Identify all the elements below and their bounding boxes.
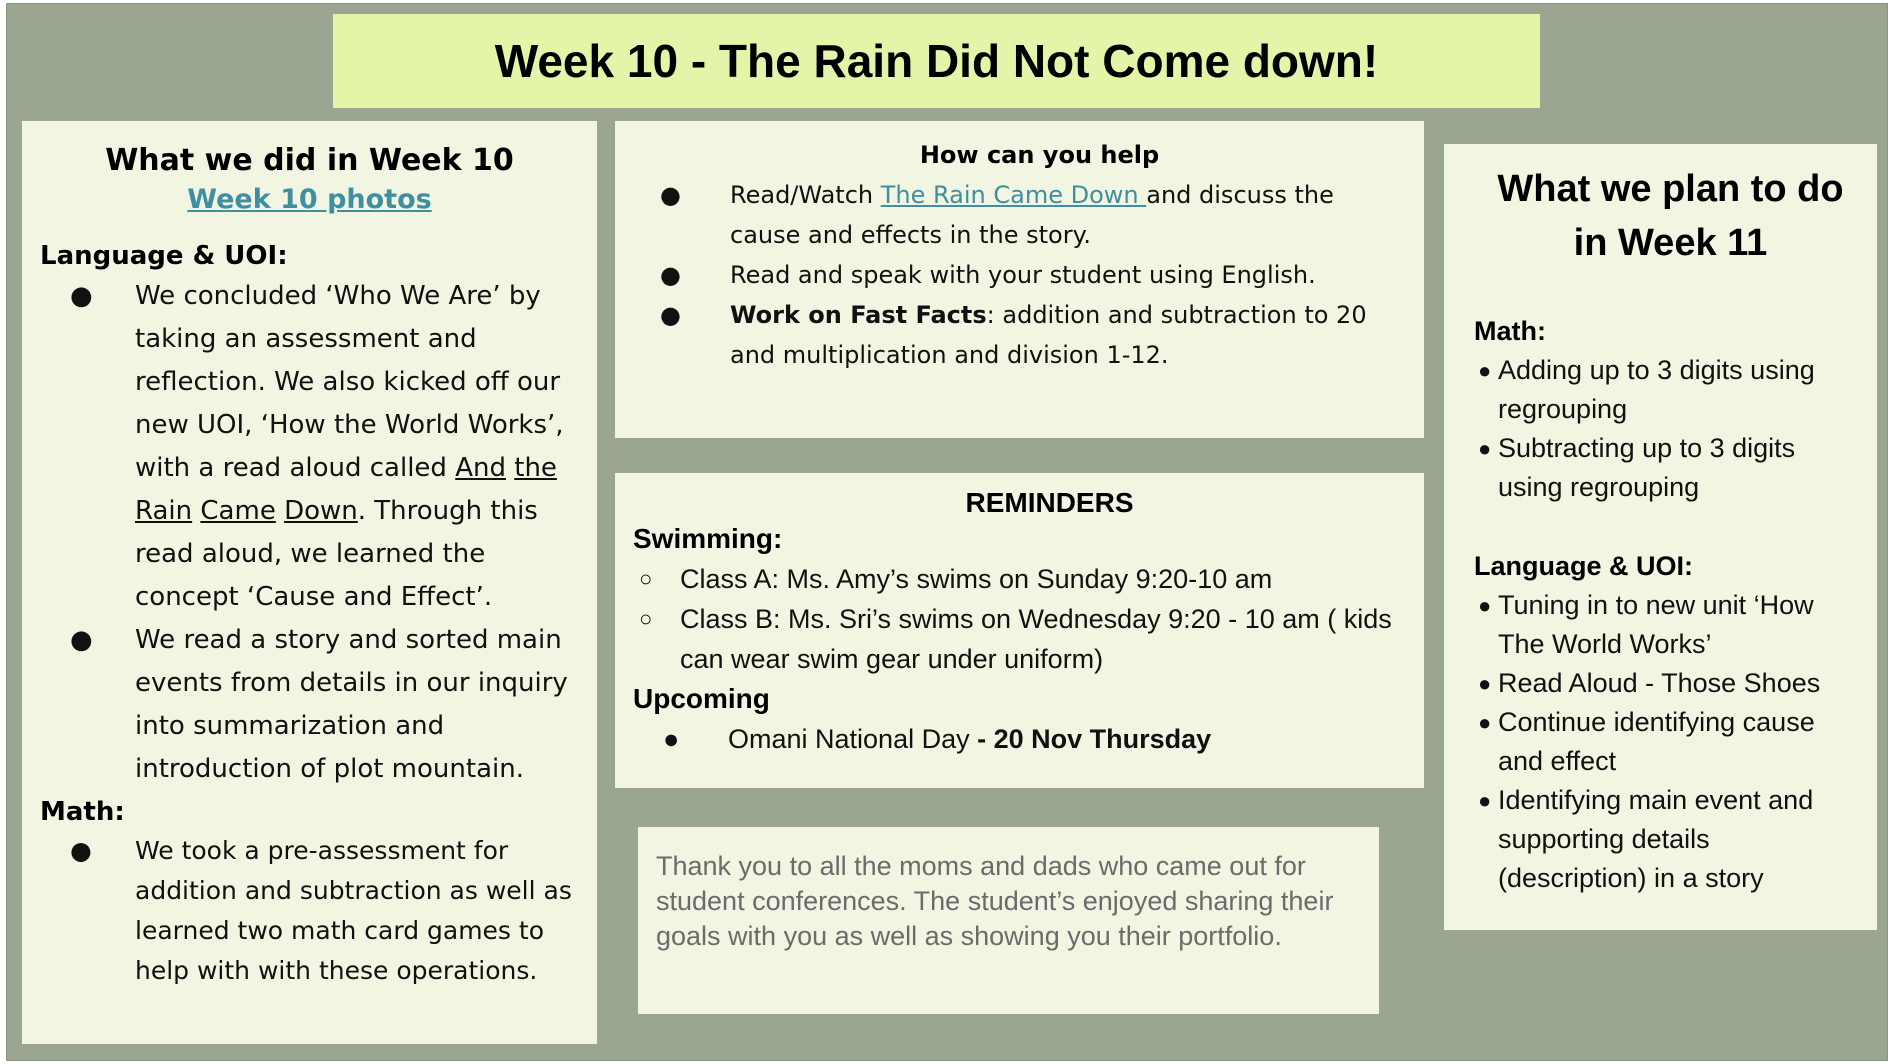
plan-language-heading: Language & UOI: [1474,551,1694,581]
swimming-list [633,559,1406,679]
list-item [1474,586,1859,664]
upcoming-list [633,719,1406,759]
list-item [633,719,1406,759]
item-text: : addition and subtraction to 20 and multiplication and division 1-12. [730,301,1367,369]
bullet-icon: ● [660,181,681,209]
thank-you-note [638,827,1379,1014]
item-text: Class A: Ms. Amy’s swims on Sunday 9:20-10 am [680,564,1273,594]
book-title-word: the [514,453,557,483]
title-banner [333,14,1540,108]
list-item [40,831,579,991]
list-item [633,599,1406,679]
plan-language-list [1474,586,1859,898]
item-text: Tuning in to new unit ‘How The World Works’ [1498,590,1814,659]
bullet-icon: ● [1478,358,1492,383]
slide-background [6,3,1888,1061]
week-11-plan-panel [1444,144,1877,930]
thank-you-text: Thank you to all the moms and dads who came out for student conferences. The student’s enjoyed sharing their goals with you as well as showing you their portfolio. [656,851,1334,951]
item-text: Identifying main event and supporting details (description) in a story [1498,785,1814,893]
list-item [1474,781,1859,898]
bullet-icon: ● [70,836,92,865]
item-text: Read Aloud - Those Shoes [1498,668,1821,698]
help-heading: How can you help [919,141,1160,169]
list-item [645,295,1394,375]
item-text: Omani National Day [728,724,978,754]
language-uoi-list [40,275,579,791]
item-text: Read and speak with your student using English. [730,261,1316,289]
item-text: Class B: Ms. Sri’s swims on Wednesday 9:20 - 10 am ( kids can wear swim gear under uniform) [680,604,1392,674]
item-text: . Through this read aloud, we learned the concept ‘Cause and Effect’. [135,496,538,612]
item-text: Adding up to 3 digits using regrouping [1498,355,1815,424]
item-text: Subtracting up to 3 digits using regrouping [1498,433,1796,502]
summary-heading: What we did in Week 10 [105,143,514,178]
math-list [40,831,579,991]
rain-came-down-link[interactable]: The Rain Came Down [880,181,1147,209]
item-text: and discuss the cause and effects in the story. [730,181,1334,249]
bullet-icon: ● [660,261,681,289]
item-bold-text: Work on Fast Facts [730,301,987,329]
list-item [1474,351,1859,429]
list-item [40,619,579,791]
language-uoi-heading: Language & UOI: [40,241,288,271]
bullet-icon: ● [1478,436,1492,461]
week-10-photos-link[interactable]: Week 10 photos [187,184,432,215]
bullet-icon: ● [1478,593,1492,618]
list-item [633,559,1406,599]
bullet-icon: ● [663,724,680,754]
bullet-icon: ● [70,281,93,311]
plan-heading: What we plan to do in Week 11 [1497,168,1844,264]
page-title: Week 10 - The Rain Did Not Come down! [494,35,1379,87]
list-item [1474,664,1859,703]
math-heading: Math: [40,797,125,827]
bullet-icon: ● [660,301,681,329]
bullet-icon: ● [70,625,93,655]
item-text: We read a story and sorted main events from details in our inquiry into summarization and introduction of plot mountain. [135,625,568,784]
list-item [1474,429,1859,507]
week-10-summary-panel [22,121,597,1044]
circle-bullet-icon: ○ [639,606,653,631]
how-can-you-help-panel [615,121,1424,438]
reminders-panel [615,473,1424,788]
list-item [645,175,1394,255]
list-item [645,255,1394,295]
item-text: Read/Watch [730,181,881,209]
book-title-word: Down [284,496,358,526]
plan-math-list [1474,351,1859,507]
plan-math-heading: Math: [1474,316,1546,346]
reminders-heading: REMINDERS [965,487,1134,518]
bullet-icon: ● [1478,710,1492,735]
list-item [1474,703,1859,781]
item-text: We concluded ‘Who We Are’ by taking an assessment and reflection. We also kicked off our new UOI, ‘How the World Works’, with a read aloud called [135,281,564,483]
book-title-word: Rain [135,496,193,526]
circle-bullet-icon: ○ [639,566,653,591]
help-list [645,175,1394,375]
list-item [40,275,579,619]
book-title-word: Came [200,496,276,526]
item-text: We took a pre-assessment for addition and subtraction as well as learned two math card games to help with with these operations. [135,836,572,985]
event-date: - 20 Nov Thursday [977,724,1212,754]
bullet-icon: ● [1478,788,1492,813]
swimming-heading: Swimming: [633,523,783,554]
bullet-icon: ● [1478,671,1492,696]
item-text: Continue identifying cause and effect [1498,707,1815,776]
book-title-word: And [455,453,506,483]
upcoming-heading: Upcoming [633,683,770,714]
